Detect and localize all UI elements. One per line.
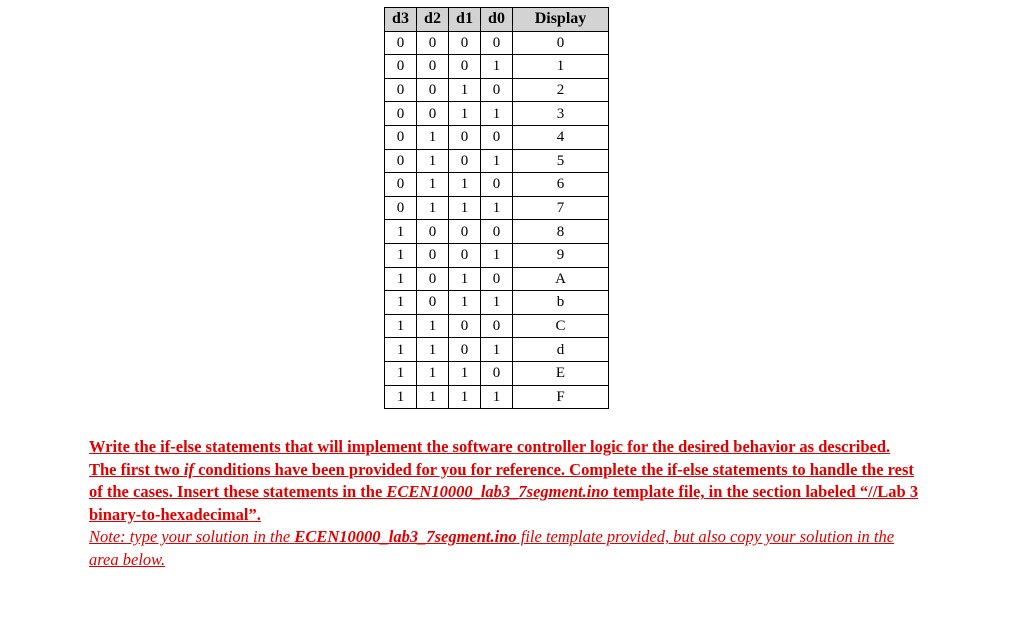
cell-d1: 1	[449, 78, 481, 102]
cell-d2: 0	[417, 220, 449, 244]
cell-d3: 1	[385, 385, 417, 409]
cell-d0: 0	[481, 78, 513, 102]
cell-d2: 0	[417, 267, 449, 291]
cell-d3: 0	[385, 125, 417, 149]
cell-d0: 1	[481, 243, 513, 267]
cell-d2: 1	[417, 196, 449, 220]
cell-display: 3	[513, 102, 609, 126]
cell-d1: 1	[449, 196, 481, 220]
cell-d2: 1	[417, 338, 449, 362]
cell-d0: 0	[481, 267, 513, 291]
cell-display: d	[513, 338, 609, 362]
cell-d0: 1	[481, 196, 513, 220]
cell-d3: 0	[385, 31, 417, 55]
table-row	[385, 102, 609, 126]
cell-display: 4	[513, 125, 609, 149]
cell-d2: 1	[417, 125, 449, 149]
cell-d3: 1	[385, 267, 417, 291]
cell-d1: 1	[449, 102, 481, 126]
header-display: Display	[513, 8, 609, 32]
cell-display: 0	[513, 31, 609, 55]
table-row	[385, 361, 609, 385]
cell-d1: 0	[449, 338, 481, 362]
cell-d2: 1	[417, 385, 449, 409]
cell-display: 7	[513, 196, 609, 220]
cell-d2: 0	[417, 243, 449, 267]
cell-display: 9	[513, 243, 609, 267]
cell-display: 6	[513, 173, 609, 197]
cell-d2: 0	[417, 78, 449, 102]
cell-d0: 1	[481, 149, 513, 173]
cell-d3: 0	[385, 196, 417, 220]
table-row	[385, 243, 609, 267]
header-d0: d0	[481, 8, 513, 32]
table-row	[385, 314, 609, 338]
cell-display: F	[513, 385, 609, 409]
instruction-text-3: template file, in the section labeled “//Lab 3 binary-to-hexadecimal”.	[89, 482, 919, 524]
table-row	[385, 149, 609, 173]
note-text-2: file template provided, but also copy your solution in the area below.	[89, 527, 895, 569]
cell-d1: 0	[449, 314, 481, 338]
instructions	[89, 436, 919, 572]
instruction-text-1: Write the if-else statements that will implement the software controller logic for the desired behavior as described. The first two	[89, 437, 891, 479]
cell-display: b	[513, 291, 609, 315]
cell-d3: 1	[385, 361, 417, 385]
cell-d3: 1	[385, 314, 417, 338]
cell-d1: 0	[449, 31, 481, 55]
note-text-1: Note: type your solution in the	[89, 527, 295, 547]
cell-d0: 1	[481, 55, 513, 79]
cell-d1: 1	[449, 267, 481, 291]
table-row	[385, 267, 609, 291]
cell-d2: 0	[417, 102, 449, 126]
header-d2: d2	[417, 8, 449, 32]
cell-d3: 0	[385, 173, 417, 197]
cell-d3: 0	[385, 102, 417, 126]
cell-d0: 0	[481, 173, 513, 197]
cell-d1: 0	[449, 149, 481, 173]
cell-d2: 1	[417, 361, 449, 385]
cell-d0: 0	[481, 220, 513, 244]
cell-d3: 1	[385, 338, 417, 362]
cell-d1: 0	[449, 55, 481, 79]
table-row	[385, 78, 609, 102]
note-filename: ECEN10000_lab3_7segment.ino	[294, 527, 517, 547]
cell-d0: 0	[481, 125, 513, 149]
cell-display: 2	[513, 78, 609, 102]
cell-d2: 0	[417, 291, 449, 315]
cell-d0: 1	[481, 102, 513, 126]
cell-d2: 1	[417, 314, 449, 338]
cell-d1: 0	[449, 243, 481, 267]
truth-table-body	[385, 31, 609, 409]
cell-d1: 1	[449, 291, 481, 315]
cell-display: C	[513, 314, 609, 338]
table-row	[385, 220, 609, 244]
header-d1: d1	[449, 8, 481, 32]
cell-display: A	[513, 267, 609, 291]
table-row	[385, 173, 609, 197]
cell-display: 8	[513, 220, 609, 244]
cell-d1: 0	[449, 125, 481, 149]
instruction-text-2: conditions have been provided for you for reference. Complete the if-else statements to handle the rest of the cases. Insert these statements in the	[89, 459, 914, 502]
cell-d3: 1	[385, 243, 417, 267]
cell-d1: 0	[449, 220, 481, 244]
table-row	[385, 31, 609, 55]
cell-d2: 0	[417, 31, 449, 55]
table-row	[385, 125, 609, 149]
cell-display: 1	[513, 55, 609, 79]
cell-d1: 1	[449, 385, 481, 409]
cell-d0: 0	[481, 361, 513, 385]
cell-d3: 0	[385, 149, 417, 173]
cell-d1: 1	[449, 361, 481, 385]
cell-d0: 1	[481, 385, 513, 409]
header-d3: d3	[385, 8, 417, 32]
table-row	[385, 291, 609, 315]
cell-d0: 0	[481, 314, 513, 338]
cell-d3: 0	[385, 78, 417, 102]
cell-display: 5	[513, 149, 609, 173]
cell-d0: 0	[481, 31, 513, 55]
cell-d3: 1	[385, 291, 417, 315]
table-row	[385, 196, 609, 220]
header-row	[385, 8, 609, 32]
cell-d0: 1	[481, 338, 513, 362]
cell-d3: 1	[385, 220, 417, 244]
cell-d3: 0	[385, 55, 417, 79]
cell-d2: 0	[417, 55, 449, 79]
truth-table-header	[385, 8, 609, 32]
cell-d0: 1	[481, 291, 513, 315]
cell-display: E	[513, 361, 609, 385]
truth-table	[384, 7, 609, 409]
table-row	[385, 338, 609, 362]
cell-d2: 1	[417, 149, 449, 173]
table-row	[385, 385, 609, 409]
cell-d1: 1	[449, 173, 481, 197]
instruction-filename: ECEN10000_lab3_7segment.ino	[386, 482, 609, 502]
instruction-if-keyword: if	[183, 459, 194, 479]
table-row	[385, 55, 609, 79]
cell-d2: 1	[417, 173, 449, 197]
